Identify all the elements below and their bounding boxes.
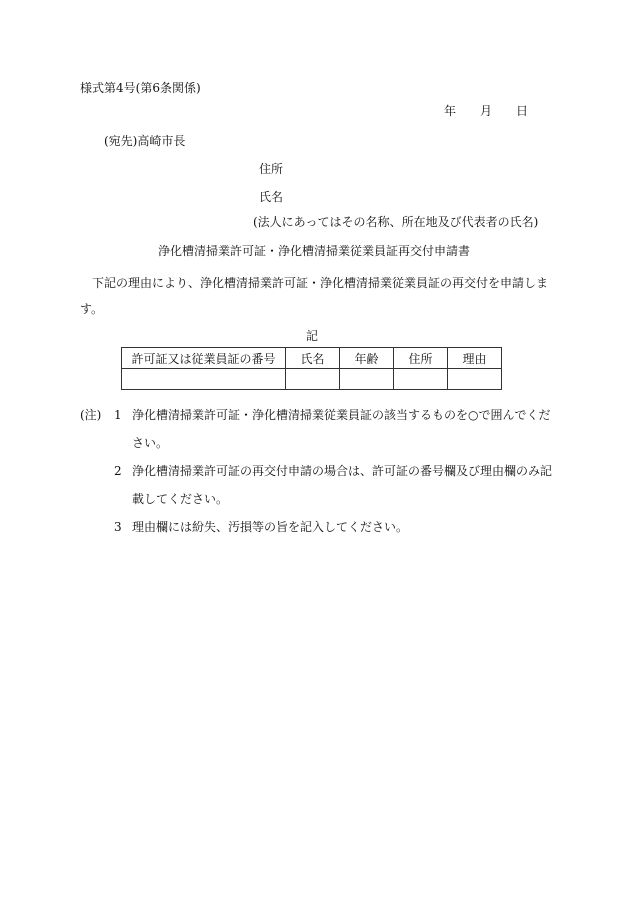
intro-paragraph: 下記の理由により、浄化槽清掃業許可証・浄化槽清掃業従業員証の再交付を申請します。 bbox=[80, 276, 549, 316]
table-header-row bbox=[122, 348, 502, 369]
note-number: 2 bbox=[114, 464, 122, 478]
table-row bbox=[122, 369, 502, 390]
note-text: 理由欄には紛失、汚損等の旨を記入してください。 bbox=[132, 520, 409, 534]
date-line bbox=[444, 104, 528, 118]
date-year: 年 bbox=[444, 104, 457, 118]
document-title: 浄化槽清掃業許可証・浄化槽清掃業従業員証再交付申請書 bbox=[158, 244, 471, 258]
name-label: 氏名 bbox=[259, 190, 284, 204]
cell-reason[interactable] bbox=[448, 369, 502, 390]
header-address: 住所 bbox=[394, 348, 448, 369]
header-name: 氏名 bbox=[286, 348, 340, 369]
date-day: 日 bbox=[516, 104, 529, 118]
note-item bbox=[80, 457, 560, 513]
cell-permit-number[interactable] bbox=[122, 369, 286, 390]
cell-age[interactable] bbox=[340, 369, 394, 390]
note-item bbox=[80, 401, 560, 457]
header-permit-number: 許可証又は従業員証の番号 bbox=[122, 348, 286, 369]
cell-address[interactable] bbox=[394, 369, 448, 390]
notes-label: (注) bbox=[80, 408, 102, 422]
header-reason: 理由 bbox=[448, 348, 502, 369]
note-text: 浄化槽清掃業許可証・浄化槽清掃業従業員証の該当するものを○で囲んでください。 bbox=[132, 408, 551, 450]
address-label: 住所 bbox=[259, 162, 284, 176]
corporate-note: (法人にあってはその名称、所在地及び代表者の氏名) bbox=[253, 215, 539, 229]
note-text: 浄化槽清掃業許可証の再交付申請の場合は、許可証の番号欄及び理由欄のみ記載してください。 bbox=[132, 464, 553, 506]
notes-section bbox=[80, 401, 560, 541]
note-number: 1 bbox=[114, 408, 122, 422]
note-item bbox=[80, 513, 560, 541]
date-month: 月 bbox=[480, 104, 493, 118]
addressee: (宛先)高崎市長 bbox=[104, 134, 186, 148]
form-number: 様式第4号(第6条関係) bbox=[80, 81, 201, 95]
header-age: 年齢 bbox=[340, 348, 394, 369]
note-number: 3 bbox=[114, 520, 122, 534]
cell-name[interactable] bbox=[286, 369, 340, 390]
application-table bbox=[121, 347, 502, 390]
ki-heading: 記 bbox=[306, 329, 319, 343]
